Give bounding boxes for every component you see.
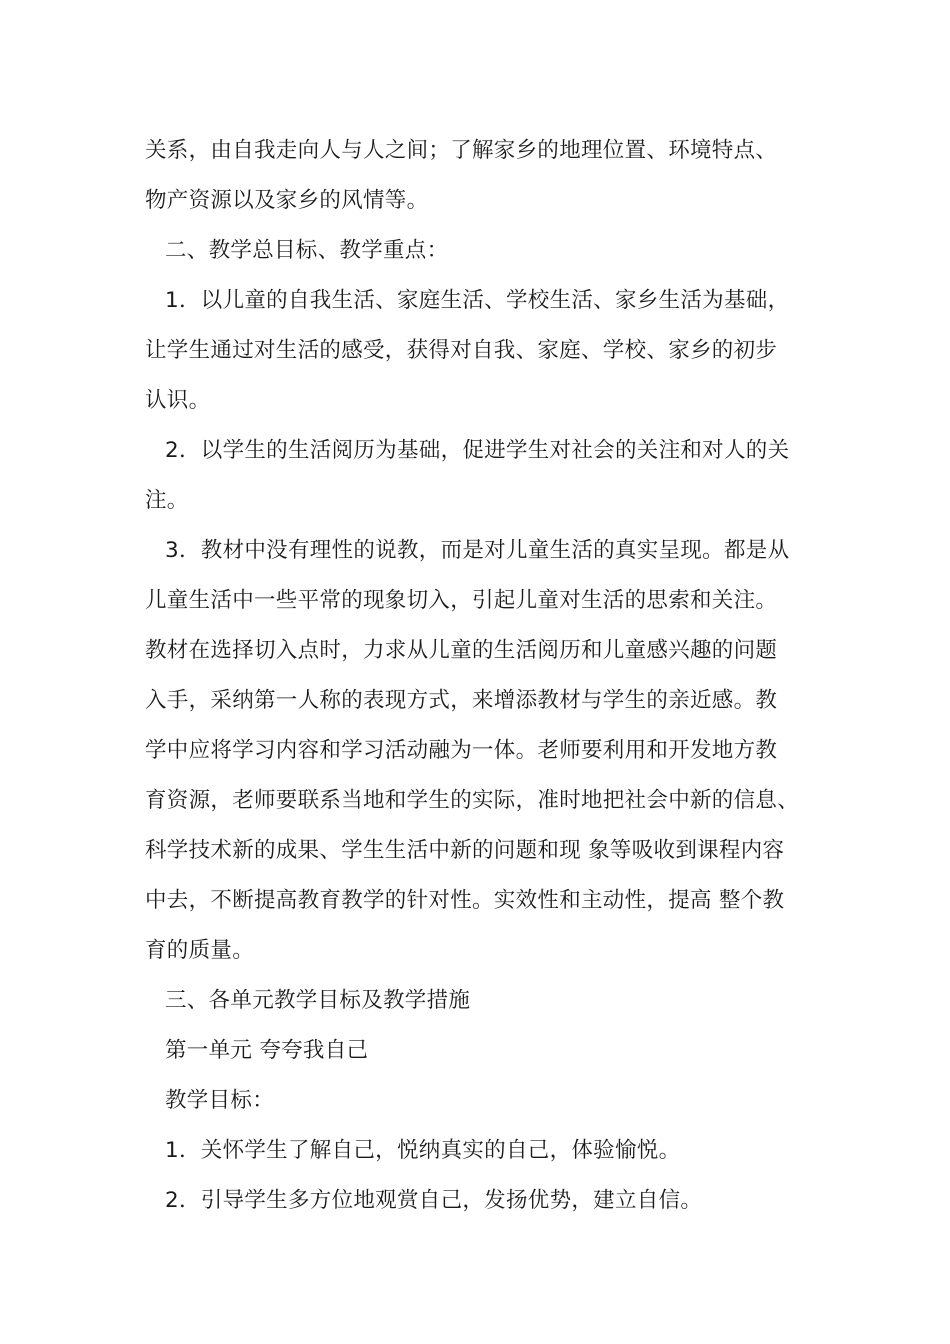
list-item: 2．以学生的生活阅历为基础，促进学生对社会的关注和对人的关	[165, 438, 790, 463]
text-line: 入手，采纳第一人称的表现方式，来增添教材与学生的亲近感。教	[145, 688, 778, 713]
text-line: 学中应将学习内容和学习活动融为一体。老师要利用和开发地方教	[145, 738, 778, 763]
unit-title: 第一单元 夸夸我自己	[165, 1038, 369, 1063]
text-line: 让学生通过对生活的感受，获得对自我、家庭、学校、家乡的初步	[145, 338, 778, 363]
text-line: 认识。	[145, 388, 211, 413]
text-line: 物产资源以及家乡的风情等。	[145, 188, 429, 213]
text-line: 儿童生活中一些平常的现象切入，引起儿童对生活的思索和关注。	[145, 588, 778, 613]
list-item: 1．关怀学生了解自己，悦纳真实的自己，体验愉悦。	[165, 1138, 681, 1163]
text-line: 注。	[145, 488, 189, 513]
text-line: 科学技术新的成果、学生生活中新的问题和现 象等吸收到课程内容	[145, 838, 785, 863]
text-line: 关系，由自我走向人与人之间；了解家乡的地理位置、环境特点、	[145, 138, 778, 163]
text-line: 中去，不断提高教育教学的针对性。实效性和主动性，提高 整个教	[145, 888, 785, 913]
text-line: 育资源，老师要联系当地和学生的实际，准时地把社会中新的信息、	[145, 788, 800, 813]
section-heading: 三、各单元教学目标及教学措施	[165, 988, 471, 1013]
list-item: 3．教材中没有理性的说教，而是对儿童生活的真实呈现。都是从	[165, 538, 790, 563]
list-item: 1．以儿童的自我生活、家庭生活、学校生活、家乡生活为基础，	[165, 288, 790, 313]
text-line: 教材在选择切入点时，力求从儿童的生活阅历和儿童感兴趣的问题	[145, 638, 778, 663]
text-line: 育的质量。	[145, 938, 255, 963]
list-item: 2．引导学生多方位地观赏自己，发扬优势，建立自信。	[165, 1188, 703, 1213]
section-heading: 二、教学总目标、教学重点：	[165, 238, 449, 263]
subheading: 教学目标：	[165, 1088, 275, 1113]
